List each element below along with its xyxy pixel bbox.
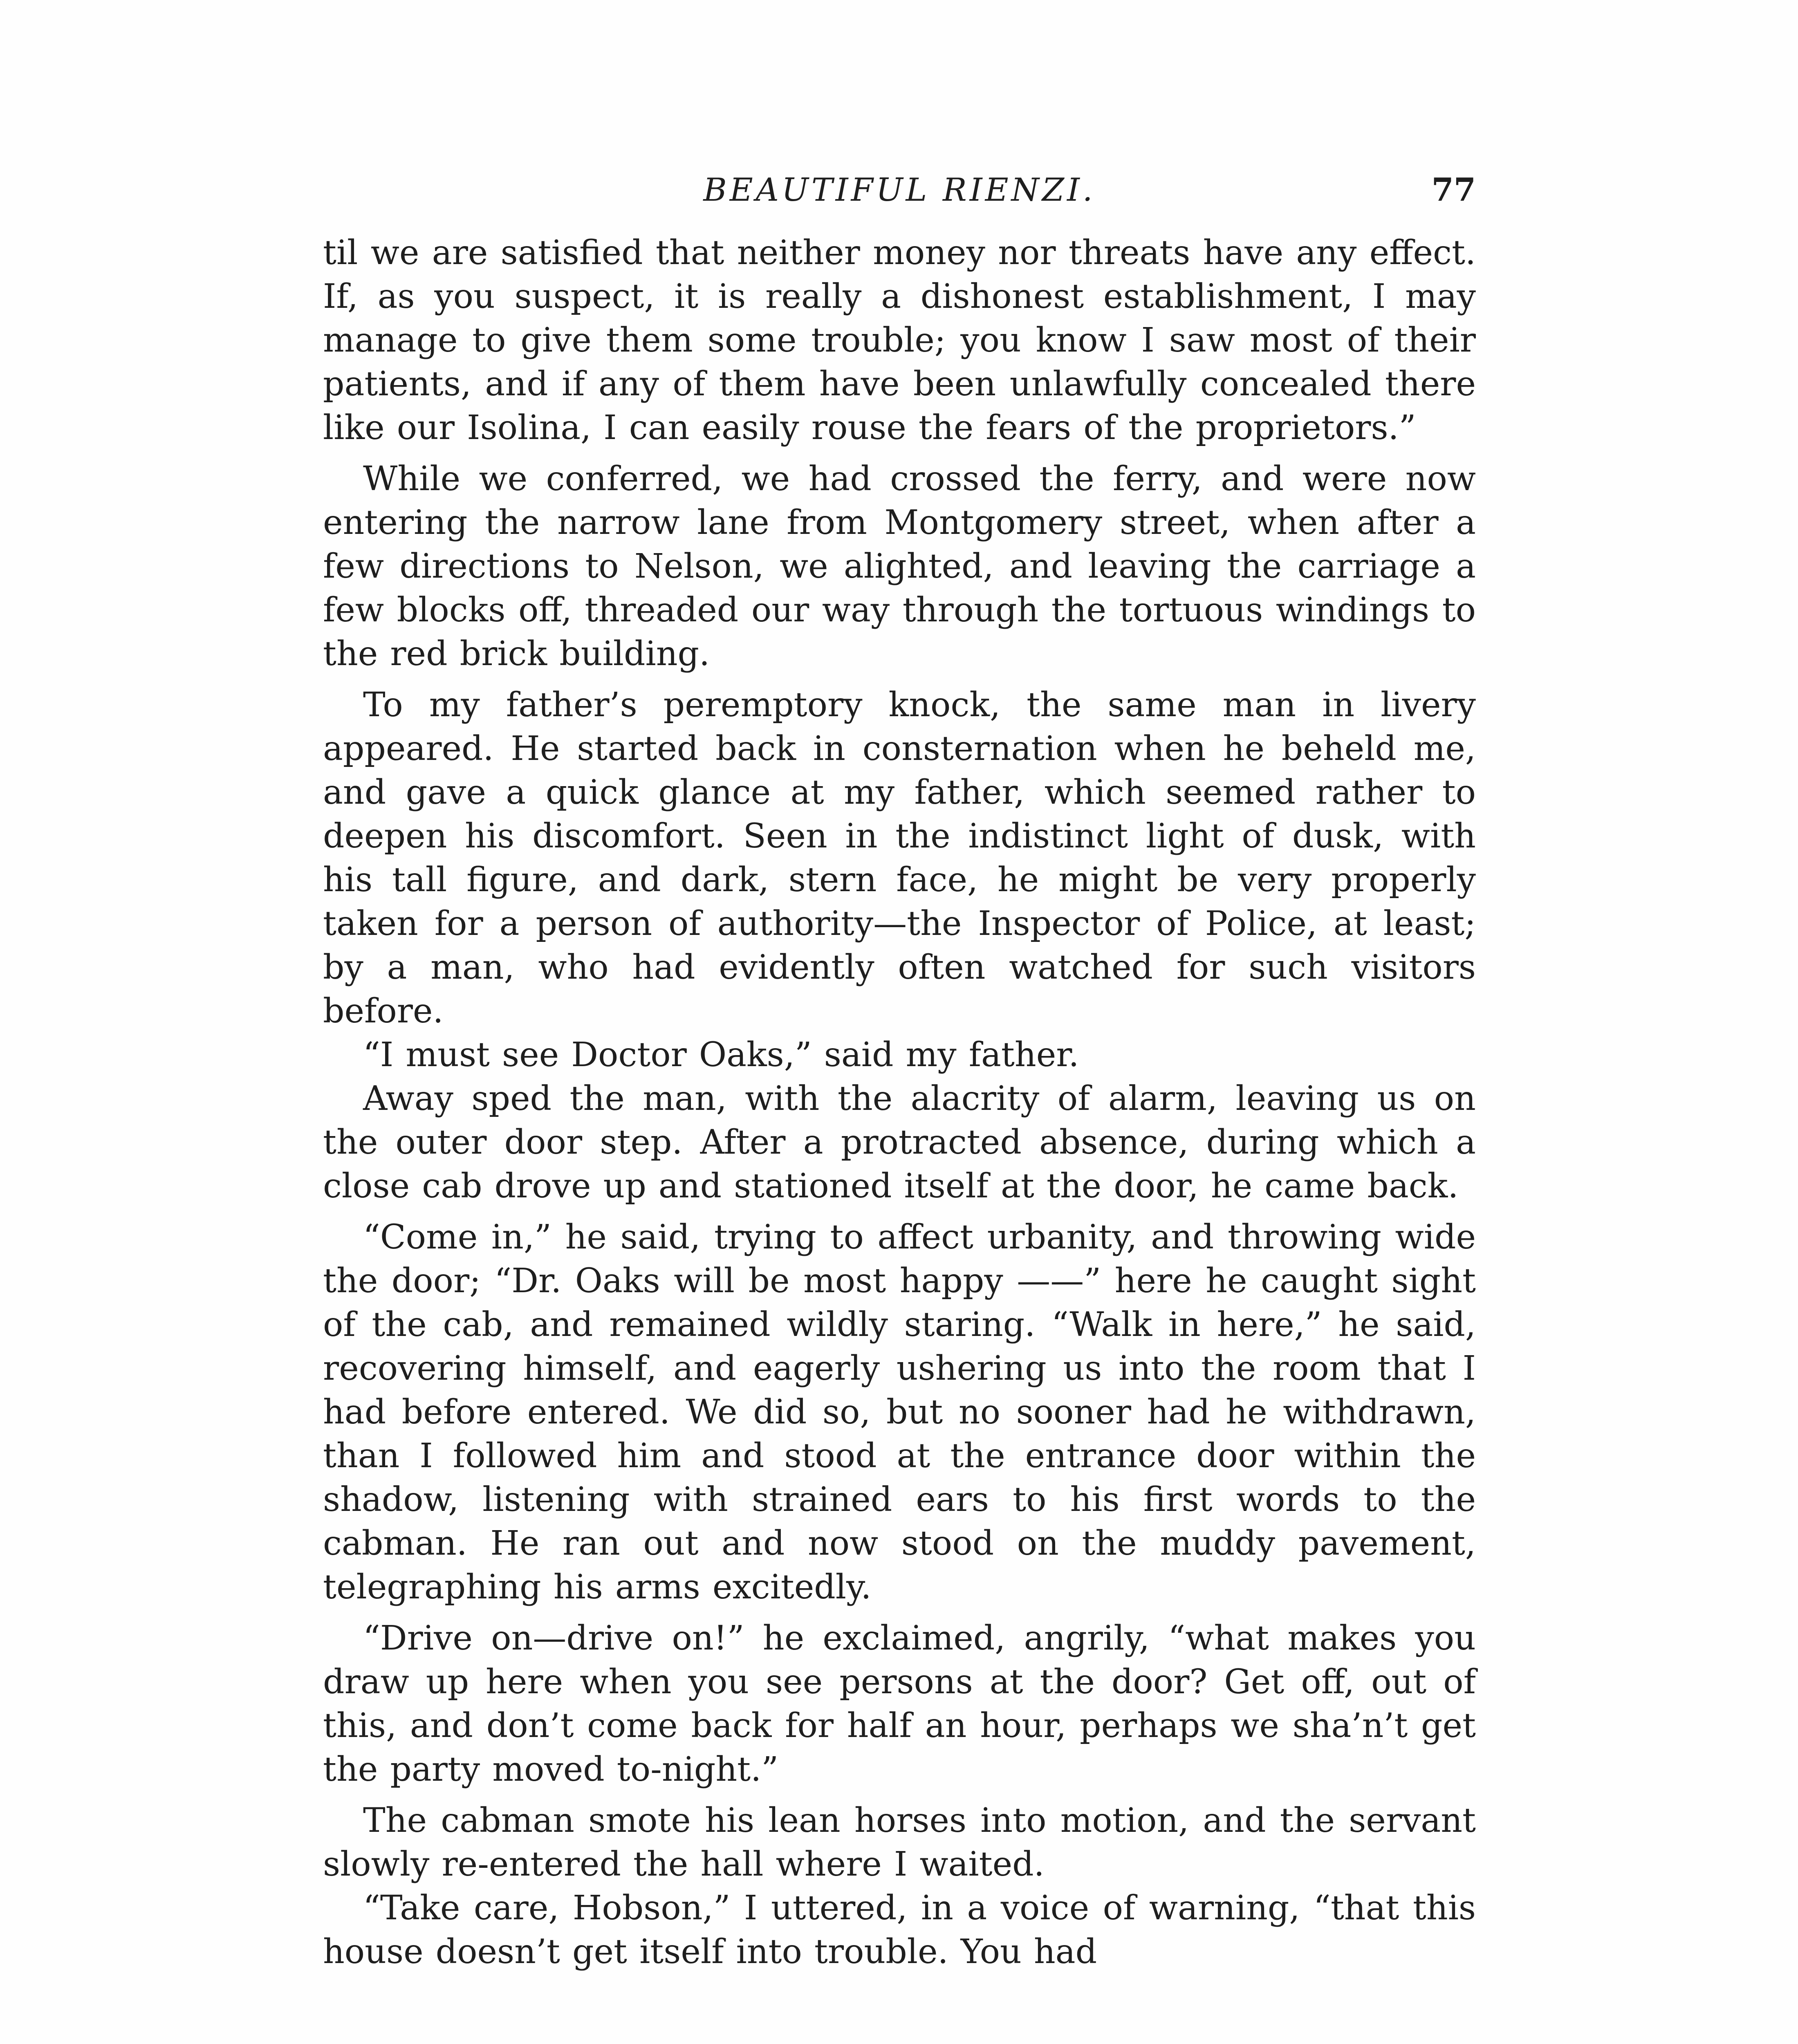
paragraph: While we conferred, we had crossed the ferry, and were now entering the narrow lane from Montgomery street, when after a few directions to Nelson, we alighted, and leaving the carriage a few blocks off, threaded our way through the tortuous windings to the red brick building.: [323, 459, 1476, 673]
paragraph: The cabman smote his lean horses into motion, and the servant slowly re-entered the hall where I waited.: [323, 1801, 1476, 1884]
paragraph: til we are satisfied that neither money nor threats have any effect. If, as you suspect, it is really a dishonest establishment, I may manage to give them some trouble; you know I saw most of their patients, and if any of them have been unlawfully concealed there like our Isolina, I can easily rouse the fears of the proprietors.”: [323, 233, 1476, 447]
body-text: [323, 231, 1476, 1974]
paragraph: “Take care, Hobson,” I uttered, in a voice of warning, “that this house doesn’t get itself into trouble. You had: [323, 1889, 1476, 1971]
paragraph: “Drive on—drive on!” he exclaimed, angrily, “what makes you draw up here when you see persons at the door? Get off, out of this, and don’t come back for half an hour, perhaps we sha’n’t get the party moved to-night.”: [323, 1619, 1476, 1789]
page-number: 77: [1431, 171, 1476, 208]
paragraph: “I must see Doctor Oaks,” said my father.: [363, 1035, 1079, 1074]
paragraph: “Come in,” he said, trying to affect urbanity, and throwing wide the door; “Dr. Oaks will be most happy ——” here he caught sight of the cab, and remained wildly staring. “Walk in here,” he said, recovering himself, and eagerly ushering us into the room that I had before entered. We did so, but no sooner had he withdrawn, than I followed him and stood at the entrance door within the shadow, listening with strained ears to his first words to the cabman. He ran out and now stood on the muddy pavement, telegraphing his arms excitedly.: [323, 1218, 1476, 1607]
paragraph: Away sped the man, with the alacrity of alarm, leaving us on the outer door step. After a protracted absence, during which a close cab drove up and stationed itself at the door, he came back.: [323, 1079, 1476, 1206]
running-title: BEAUTIFUL RIENZI.: [703, 172, 1096, 208]
page-header: [323, 161, 1476, 219]
paragraph: To my father’s peremptory knock, the same man in livery appeared. He started back in consternation when he beheld me, and gave a quick glance at my father, which seemed rather to deepen his discomfort. Seen in the indistinct light of dusk, with his tall figure, and dark, stern face, he might be very properly taken for a person of authority—the Inspector of Police, at least; by a man, who had evidently often watched for such visitors before.: [323, 686, 1476, 1031]
